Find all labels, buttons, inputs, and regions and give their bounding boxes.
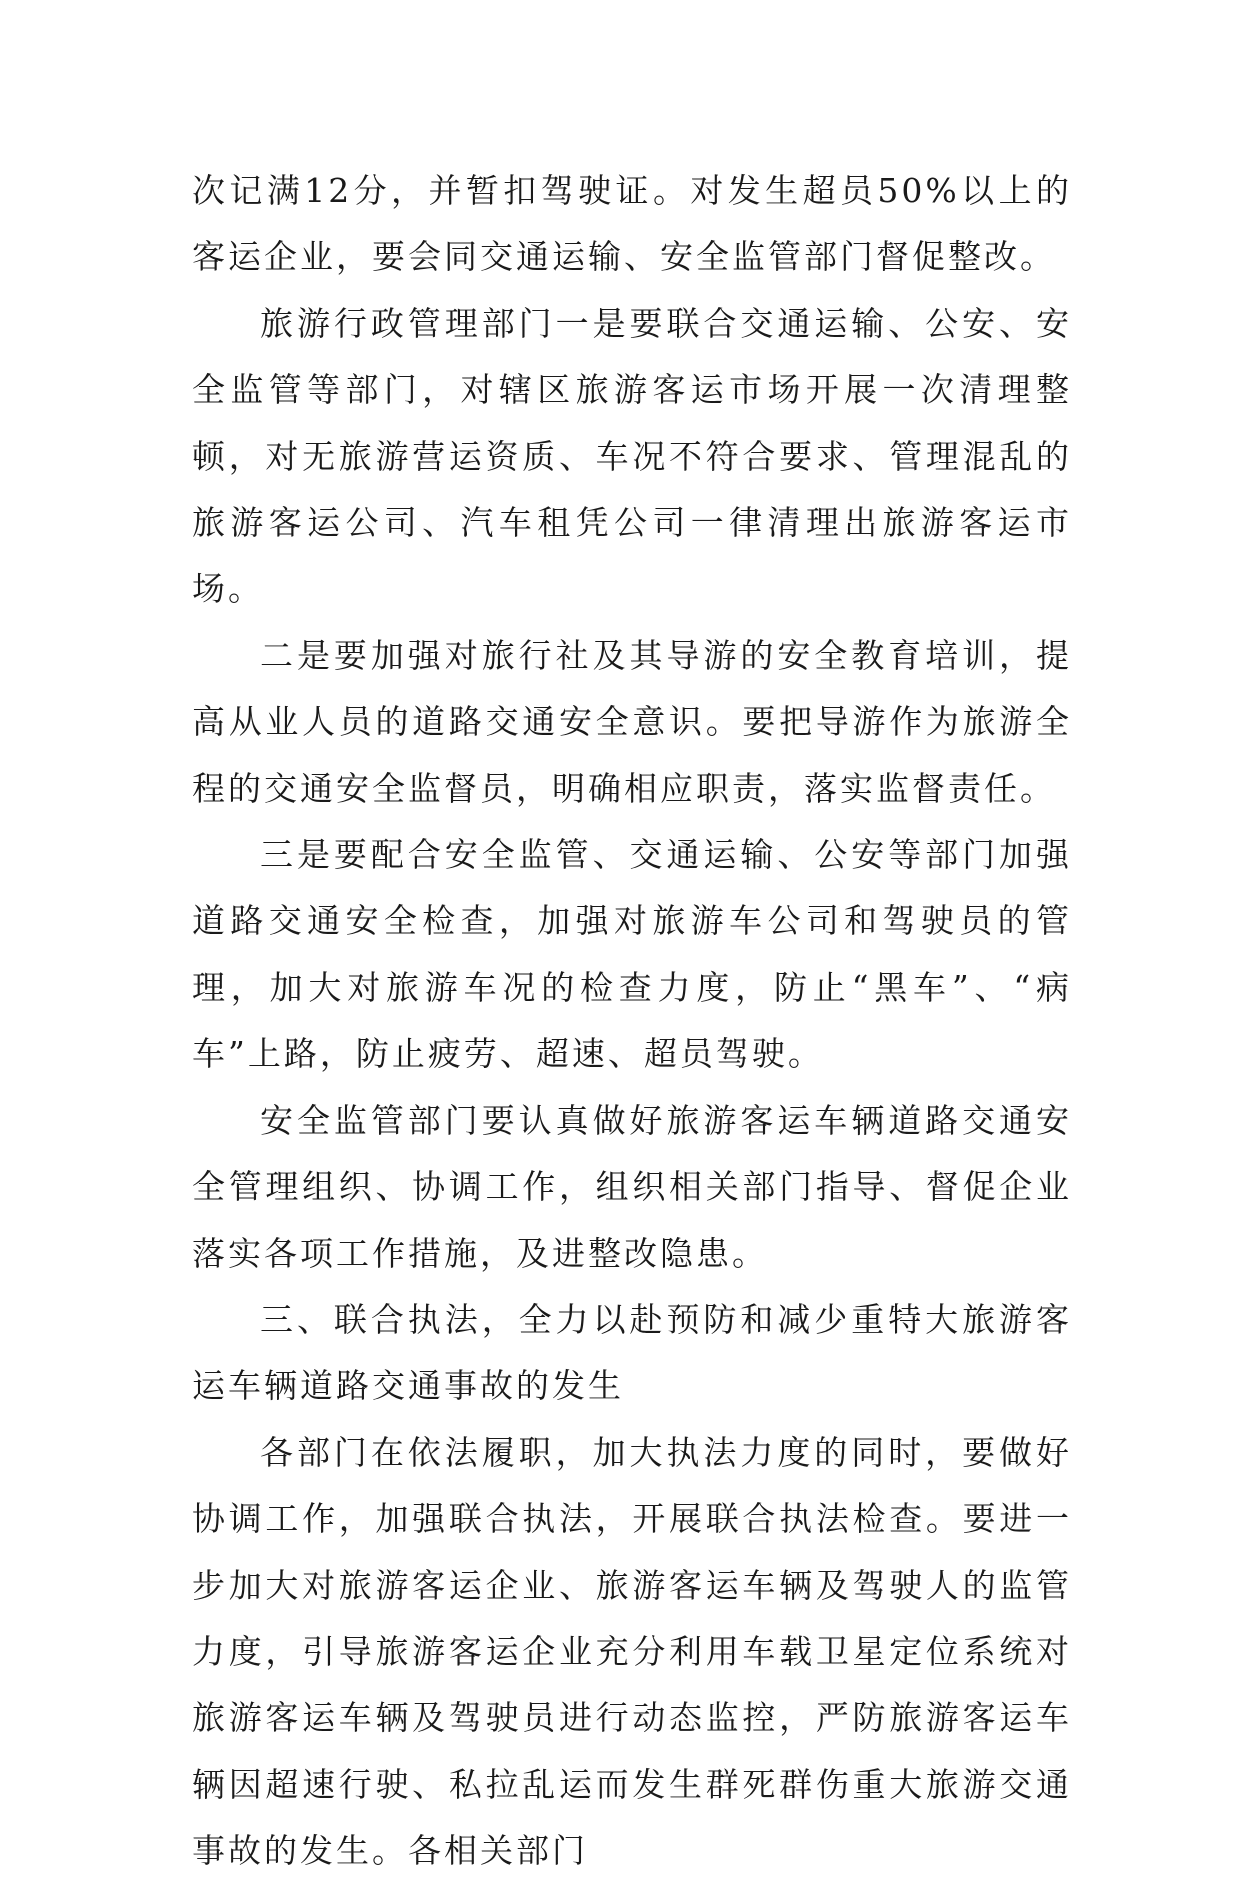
paragraph-4: 三是要配合安全监管、交通运输、公安等部门加强道路交通安全检查，加强对旅游车公司和驾驶员的管理，加大对旅游车况的检查力度，防止“黑车”、“病车”上路，防止疲劳、超速、超员驾驶。 bbox=[192, 835, 1072, 1074]
document-body bbox=[192, 158, 1072, 1885]
paragraph-3: 二是要加强对旅行社及其导游的安全教育培训，提高从业人员的道路交通安全意识。要把导游作为旅游全程的交通安全监督员，明确相应职责，落实监督责任。 bbox=[192, 635, 1072, 808]
paragraph-2: 旅游行政管理部门一是要联合交通运输、公安、安全监管等部门，对辖区旅游客运市场开展一次清理整顿，对无旅游营运资质、车况不符合要求、管理混乱的旅游客运公司、汽车租凭公司一律清理出旅游客运市场。 bbox=[192, 303, 1072, 609]
paragraph-5: 安全监管部门要认真做好旅游客运车辆道路交通安全管理组织、协调工作，组织相关部门指导、督促企业落实各项工作措施，及进整改隐患。 bbox=[192, 1100, 1072, 1273]
paragraph-1: 次记满12分，并暂扣驾驶证。对发生超员50%以上的客运企业，要会同交通运输、安全监管部门督促整改。 bbox=[192, 171, 1072, 277]
section-heading: 三、联合执法，全力以赴预防和减少重特大旅游客运车辆道路交通事故的发生 bbox=[192, 1299, 1072, 1406]
paragraph-6: 各部门在依法履职，加大执法力度的同时，要做好协调工作，加强联合执法，开展联合执法检查。要进一步加大对旅游客运企业、旅游客运车辆及驾驶人的监管力度，引导旅游客运企业充分利用车载卫星定位系统对旅游客运车辆及驾驶员进行动态监控，严防旅游客运车辆因超速行驶、私拉乱运而发生群死群伤重大旅游交通事故的发生。各相关部门 bbox=[192, 1432, 1072, 1871]
